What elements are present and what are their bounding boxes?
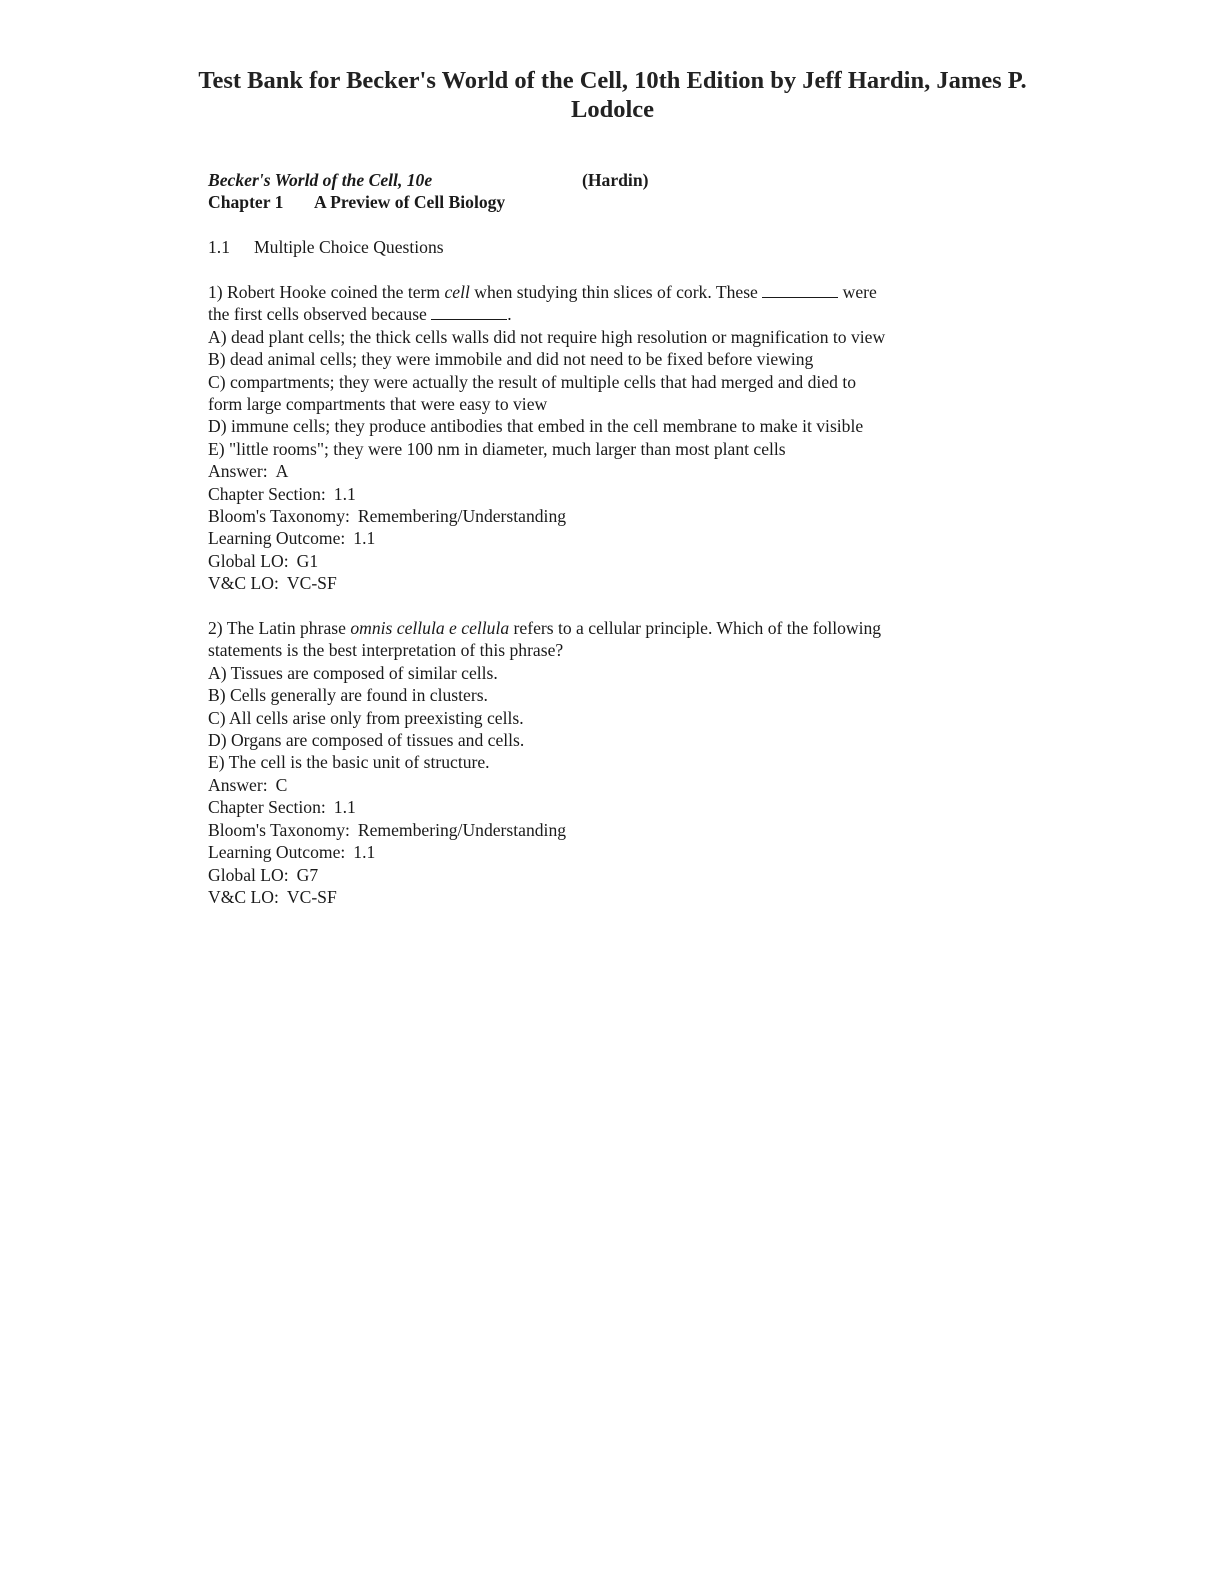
learning-outcome: [208, 841, 968, 863]
answer-blank: [762, 282, 838, 298]
meta-label: Answer:: [208, 461, 268, 482]
answer-option: A) dead plant cells; the thick cells walls did not require high resolution or magnification to view: [208, 326, 886, 347]
answer-option: D) Organs are composed of tissues and cells.: [208, 730, 525, 751]
answer-option: B) Cells generally are found in clusters.: [208, 685, 488, 706]
meta-label: Bloom's Taxonomy:: [208, 506, 350, 527]
meta-value: VC-SF: [286, 573, 337, 594]
global-lo: [208, 550, 968, 572]
question-stem-italic: cell: [444, 281, 470, 302]
answer-option-continuation: form large compartments that were easy to view: [208, 393, 548, 414]
meta-label: Global LO:: [208, 864, 289, 885]
answer-blank: [431, 304, 507, 320]
question-stem-text: were: [838, 281, 877, 302]
meta-label: Learning Outcome:: [208, 528, 346, 549]
answer-key: [208, 774, 968, 796]
question-stem-text: 2) The Latin phrase: [208, 618, 351, 639]
learning-outcome: [208, 527, 968, 549]
document-title-line-1: Test Bank for Becker's World of the Cell, 10th Edition by Jeff Hardin, James P.: [198, 67, 1027, 94]
vc-lo: [208, 886, 968, 908]
meta-value: 1.1: [353, 842, 376, 863]
question-stem-text: refers to a cellular principle. Which of the following: [509, 618, 882, 639]
document-title: [110, 66, 1115, 124]
meta-value: C: [275, 774, 288, 795]
meta-label: Bloom's Taxonomy:: [208, 819, 350, 840]
global-lo: [208, 864, 968, 886]
meta-value: Remembering/Understanding: [357, 819, 567, 840]
answer-option: A) Tissues are composed of similar cells.: [208, 662, 498, 683]
book-header: [208, 169, 968, 214]
meta-label: Global LO:: [208, 550, 289, 571]
question-stem-line-1: [208, 617, 968, 639]
meta-label: Chapter Section:: [208, 797, 326, 818]
chapter-section: [208, 483, 968, 505]
section-number: 1.1: [208, 237, 230, 258]
meta-label: V&C LO:: [208, 886, 279, 907]
meta-value: A: [275, 461, 289, 482]
answer-option: C) compartments; they were actually the result of multiple cells that had merged and died to: [208, 371, 857, 392]
question-stem-line-2: [208, 303, 968, 325]
question-stem-text: when studying thin slices of cork. These: [469, 281, 763, 302]
meta-label: Chapter Section:: [208, 483, 326, 504]
answer-option: C) All cells arise only from preexisting cells.: [208, 707, 524, 728]
blooms-taxonomy: [208, 505, 968, 527]
chapter-name: A Preview of Cell Biology: [314, 192, 506, 213]
question-2: [208, 617, 968, 908]
question-1: [208, 281, 968, 595]
question-stem-text: 1) Robert Hooke coined the term: [208, 281, 445, 302]
book-title: Becker's World of the Cell, 10e: [208, 170, 433, 190]
answer-option: E) "little rooms"; they were 100 nm in diameter, much larger than most plant cells: [208, 438, 786, 459]
book-title-row: [208, 169, 968, 191]
meta-value: 1.1: [333, 797, 356, 818]
chapter-label: Chapter 1: [208, 192, 284, 213]
section-name: Multiple Choice Questions: [254, 237, 444, 258]
meta-label: Learning Outcome:: [208, 842, 346, 863]
question-stem-text: the first cells observed because: [208, 304, 432, 325]
question-stem-italic: omnis cellula e cellula: [350, 618, 510, 639]
section-heading: [208, 236, 968, 258]
question-stem-line-1: [208, 281, 968, 303]
meta-value: VC-SF: [286, 886, 337, 907]
book-author: (Hardin): [582, 170, 649, 190]
meta-value: 1.1: [333, 483, 356, 504]
meta-label: V&C LO:: [208, 573, 279, 594]
vc-lo: [208, 572, 968, 594]
question-stem-line-2: statements is the best interpretation of this phrase?: [208, 640, 564, 661]
document-title-line-2: Lodolce: [570, 96, 655, 123]
meta-value: 1.1: [353, 528, 376, 549]
meta-label: Answer:: [208, 774, 268, 795]
answer-option: E) The cell is the basic unit of structure.: [208, 752, 490, 773]
answer-option: D) immune cells; they produce antibodies that embed in the cell membrane to make it visible: [208, 416, 864, 437]
chapter-section: [208, 796, 968, 818]
meta-value: G7: [296, 864, 319, 885]
meta-value: G1: [296, 550, 319, 571]
blooms-taxonomy: [208, 819, 968, 841]
question-stem-text: .: [507, 304, 512, 325]
answer-key: [208, 460, 968, 482]
meta-value: Remembering/Understanding: [357, 506, 567, 527]
answer-option: B) dead animal cells; they were immobile and did not need to be fixed before viewing: [208, 349, 814, 370]
document-body: [208, 169, 968, 908]
chapter-row: [208, 191, 968, 213]
